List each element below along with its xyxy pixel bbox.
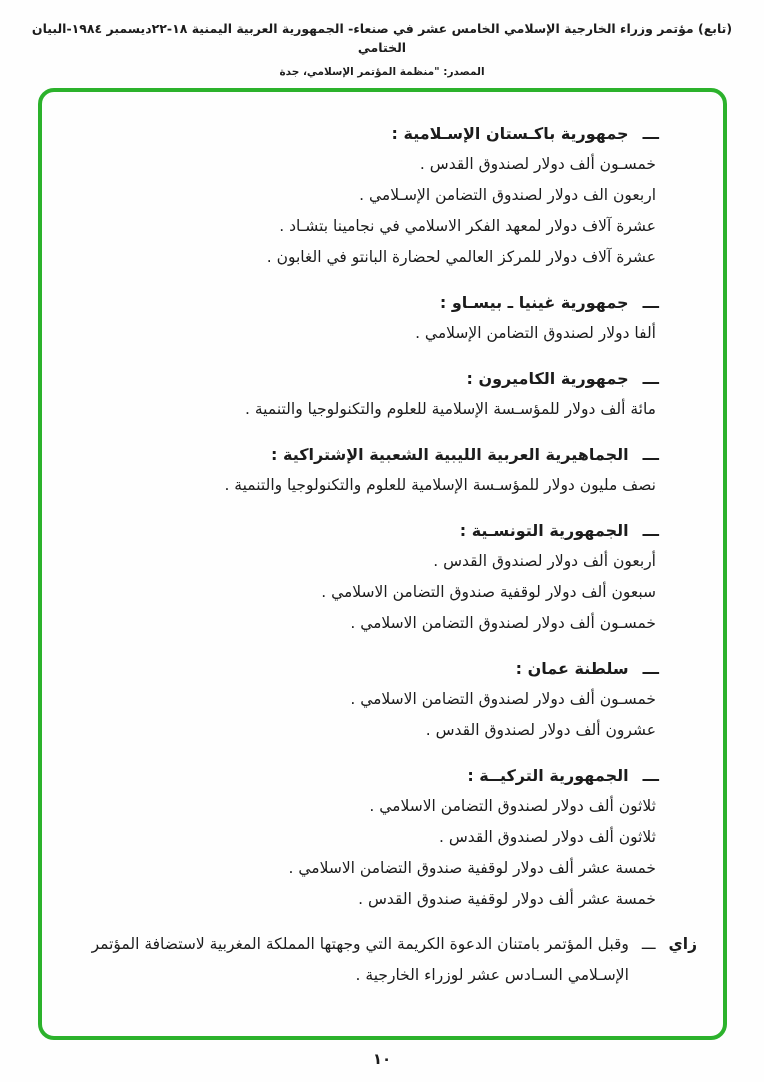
country-section [78, 439, 659, 501]
dash-marker: ـــ [642, 124, 659, 143]
donation-item: اربعون الف دولار لصندوق التضامن الإسـلامي . [359, 186, 656, 204]
country-title: الجمهورية التونسـية : [459, 521, 629, 540]
donation-list [78, 791, 659, 915]
donation-item: خمسة عشر ألف دولار لوقفية صندوق القدس . [358, 890, 656, 908]
country-title: الجمهورية التركيــة : [467, 766, 629, 785]
donation-item: عشرة آلاف دولار لمعهد الفكر الاسلامي في نجامينا بتشـاد . [279, 217, 656, 235]
country-section [78, 515, 659, 639]
donation-list [78, 546, 659, 639]
donation-item: سبعون ألف دولار لوقفية صندوق التضامن الاسلامي . [321, 583, 656, 601]
donation-item: عشرة آلاف دولار للمركز العالمي لحضارة البانتو في الغابون . [266, 248, 656, 266]
donation-item: خمسة عشر ألف دولار لوقفية صندوق التضامن الاسلامي . [288, 859, 656, 877]
donation-item: نصف مليون دولار للمؤسـسة الإسلامية للعلوم والتكنولوجيا والتنمية . [224, 476, 656, 494]
country-heading [78, 760, 659, 791]
donation-list [78, 470, 659, 501]
country-title: سلطنة عمان : [515, 659, 629, 678]
country-section [78, 118, 659, 273]
donation-list [78, 684, 659, 746]
country-heading [78, 515, 659, 546]
country-title: جمهورية غينيا ـ بيسـاو : [439, 293, 629, 312]
sections-list [78, 118, 697, 915]
country-section [78, 363, 659, 425]
donation-item: خمسـون ألف دولار لصندوق التضامن الاسلامي . [350, 690, 656, 708]
header-source: المصدر: "منظمة المؤتمر الإسلامي، جدة [279, 65, 485, 78]
dash-marker: ـــ [642, 659, 659, 678]
donation-item: ثلاثون ألف دولار لصندوق القدس . [438, 828, 656, 846]
page-header [0, 0, 764, 78]
donation-item: خمسـون ألف دولار لصندوق القدس . [419, 155, 656, 173]
donation-list [78, 149, 659, 273]
donation-item: خمسـون ألف دولار لصندوق التضامن الاسلامي . [350, 614, 656, 632]
dash-marker: ـــ [642, 369, 659, 388]
country-section [78, 287, 659, 349]
donation-item: مائة ألف دولار للمؤسـسة الإسلامية للعلوم والتكنولوجيا والتنمية . [245, 400, 656, 418]
page-number: ١٠ [372, 1050, 392, 1068]
country-heading [78, 118, 659, 149]
donation-item: عشرون ألف دولار لصندوق القدس . [425, 721, 656, 739]
country-heading [78, 653, 659, 684]
closing-paragraph [78, 929, 697, 991]
country-section [78, 653, 659, 746]
dash-marker: ـــ [641, 935, 656, 953]
country-section [78, 760, 659, 915]
donation-list [78, 318, 659, 349]
donation-item: ألفا دولار لصندوق التضامن الإسلامي . [415, 324, 656, 342]
country-title: جمهورية باكـستان الإسـلامية : [391, 124, 629, 143]
country-title: الجماهيرية العربية الليبية الشعبية الإشتراكية : [271, 445, 629, 464]
country-heading [78, 363, 659, 394]
country-title: جمهورية الكاميرون : [466, 369, 629, 388]
donation-list [78, 394, 659, 425]
donation-item: ثلاثون ألف دولار لصندوق التضامن الاسلامي . [369, 797, 656, 815]
closing-label: زاي [668, 935, 697, 953]
country-heading [78, 439, 659, 470]
content-box [38, 88, 727, 1040]
donation-item: أربعون ألف دولار لصندوق القدس . [433, 552, 656, 570]
dash-marker: ـــ [642, 445, 659, 464]
dash-marker: ـــ [642, 521, 659, 540]
dash-marker: ـــ [642, 766, 659, 785]
dash-marker: ـــ [642, 293, 659, 312]
header-title: (تابع) مؤتمر وزراء الخارجية الإسلامي الخامس عشر في صنعاء- الجمهورية العربية اليمنية ١٨-٢٢ديسمبر ١٩٨٤-البيان الختامي [31, 21, 733, 55]
country-heading [78, 287, 659, 318]
closing-text: وقبل المؤتمر بامتنان الدعوة الكريمة التي وجهتها المملكة المغربية لاستضافة المؤتمر الإسـلامي السـادس عشر لوزراء الخارجية . [91, 935, 629, 984]
